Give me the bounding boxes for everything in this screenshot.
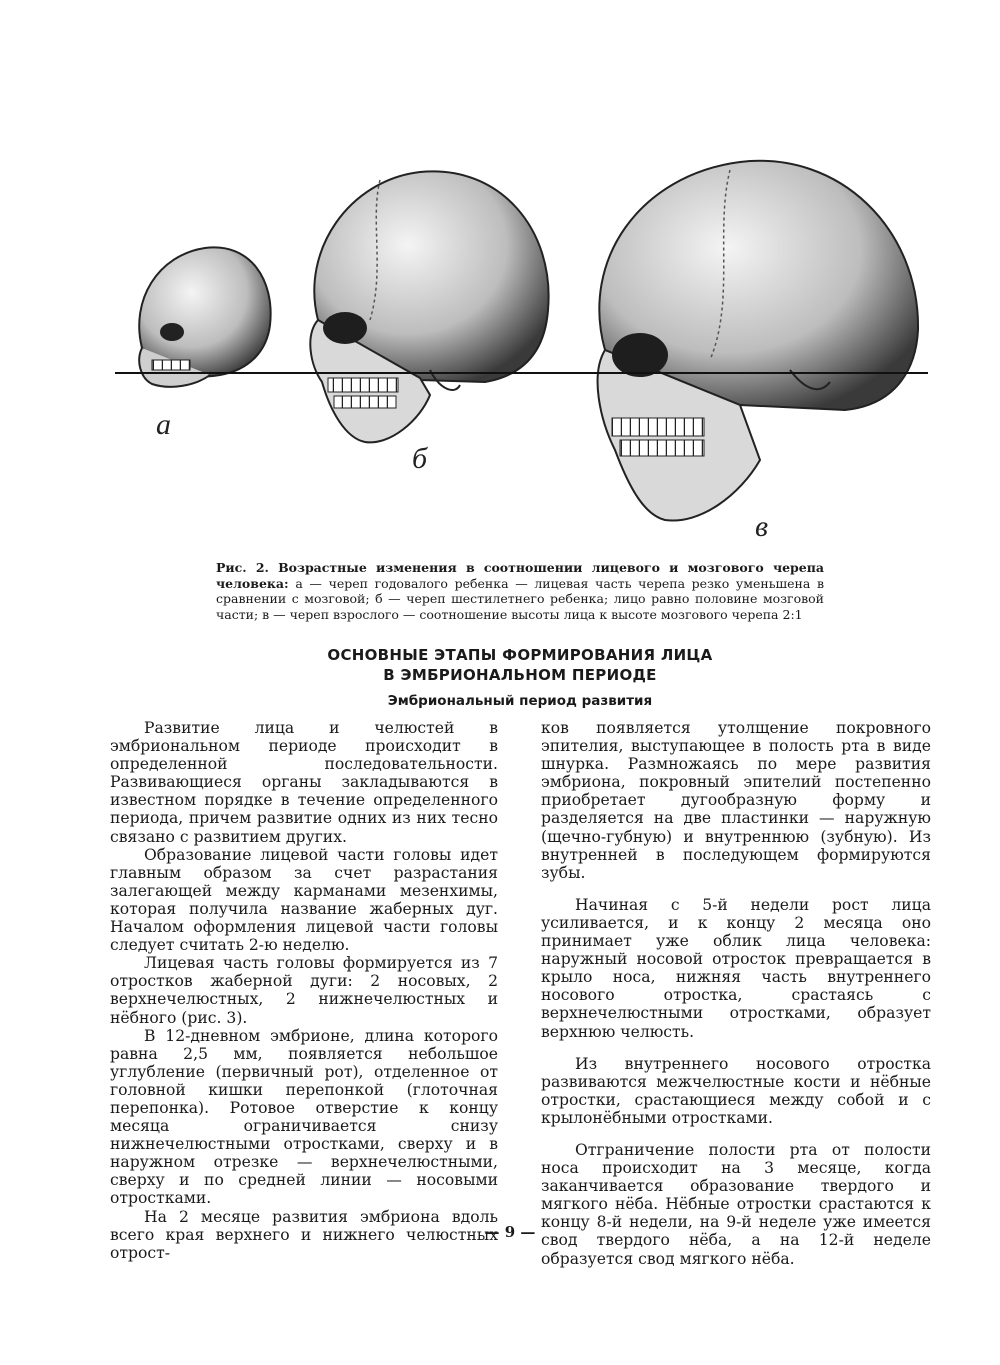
paragraph: На 2 месяце развития эмбриона вдоль всего края верхнего и нижнего челюстных отрост-: [110, 1207, 498, 1262]
paragraph: Начиная с 5-й недели рост лица усиливается, и к концу 2 месяца оно принимает уже облик лица человека: наружный носовой отросток превращается в крыло носа, нижняя часть внутреннего носового отростка, срастаясь с верхнечелюстными отростками, образует верхнюю челюсть.: [541, 895, 931, 1041]
caption-lead: Рис. 2. Возрастные изменения в соотношении лицевого и мозгового черепа человека:: [216, 560, 824, 591]
skull-b: [310, 171, 548, 442]
figure-label-b: б: [412, 442, 428, 475]
page-number: — 9 —: [484, 1223, 536, 1241]
chapter-title-line1: ОСНОВНЫЕ ЭТАПЫ ФОРМИРОВАНИЯ ЛИЦА: [327, 646, 713, 664]
paragraph: Развитие лица и челюстей в эмбриональном периоде происходит в определенной последовательности. Развивающиеся органы закладываются в известном порядке в течение определенного периода, причем развитие одних из них тесно связано с развитием других.: [110, 719, 498, 846]
left-column: [110, 719, 498, 1262]
paragraph: В 12-дневном эмбрионе, длина которого равна 2,5 мм, появляется небольшое углубление (первичный рот), отделенное от головной кишки перепонкой (глоточная перепонка). Ротовое отверстие к концу месяца ограничивается снизу нижнечелюстными отростками, сверху и в наружном отрезке — верхнечелюстными, сверху и по средней линии — носовыми отростками.: [110, 1026, 498, 1208]
caption-text: а — череп годовалого ребенка — лицевая часть черепа резко уменьшена в сравнении с мозговой; б — череп шестилетнего ребенка; лицо равно половине мозговой части; в — череп взрослого — соотношение высоты лица к высоте мозгового черепа 2:1: [216, 575, 825, 622]
skull-v: [598, 161, 918, 521]
figure-caption: [216, 560, 824, 622]
skull-a: [139, 247, 270, 386]
skull-illustration: [100, 120, 940, 560]
paragraph: Образование лицевой части головы идет главным образом за счет разрастания залегающей между карманами мезенхимы, которая получила название жаберных дуг. Началом оформления лицевой части головы следует считать 2-ю неделю.: [110, 845, 498, 955]
figure-label-a: а: [156, 408, 171, 441]
skull-figure: [100, 120, 940, 560]
chapter-title-line2: В ЭМБРИОНАЛЬНОМ ПЕРИОДЕ: [383, 666, 657, 684]
paragraph: Лицевая часть головы формируется из 7 отростков жаберной дуги: 2 носовых, 2 верхнечелюстных, 2 нижнечелюстных и нёбного (рис. 3).: [110, 954, 498, 1027]
paragraph: ков появляется утолщение покровного эпителия, выступающее в полость рта в виде шнурка. Размножаясь по мере развития эмбриона, покровный эпителий постепенно приобретает дугообразную форму и разделяется на две пластинки — наружную (щечно-губную) и внутреннюю (зубную). Из внутренней в последующем формируются зубы.: [541, 719, 931, 882]
paragraph: Отграничение полости рта от полости носа происходит на 3 месяце, когда заканчивается образование твердого и мягкого нёба. Нёбные отростки срастаются к концу 8-й недели, на 9-й неделе уже имеется свод твердого нёба, а на 12-й неделе образуется свод мягкого нёба.: [541, 1140, 931, 1268]
right-column: [541, 719, 931, 1268]
paragraph: Из внутреннего носового отростка развиваются межчелюстные кости и нёбные отростки, срастающиеся между собой и с крылонёбными отростками.: [541, 1054, 931, 1127]
figure-label-v: в: [755, 510, 769, 543]
section-subtitle: Эмбриональный период развития: [387, 693, 653, 709]
